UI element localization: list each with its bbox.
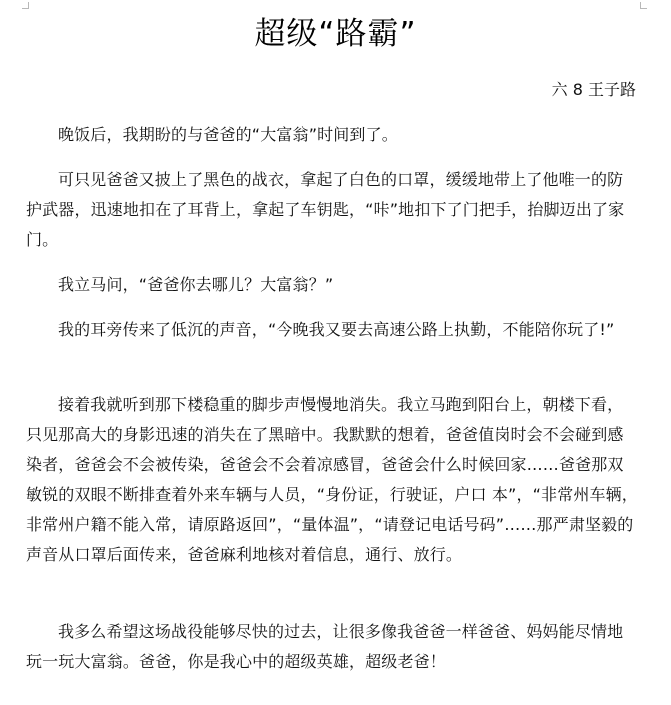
paragraph-5: 接着我就听到那下楼稳重的脚步声慢慢地消失。我立马跑到阳台上，朝楼下看，只见那高大的身影迅速的消失在了黑暗中。我默默的想着，爸爸值岗时会不会碰到感染者，爸爸会不会被传染，爸爸会不会着凉感冒，爸爸会什么时候回家……爸爸那双敏锐的双眼不断排查着外来车辆与人员，“身份证，行驶证，户口 本”，“非常州车辆，非常州户籍不能入常，请原路返回”，“量体温”，“请登记电话号码”……那严肃坚毅的声音从口罩后面传来，爸爸麻利地核对着信息，通行、放行。 [26,395,638,564]
paragraph-3: 我立马问，“爸爸你去哪儿？大富翁？” [58,275,334,294]
paragraph-4: 我的耳旁传来了低沉的声音，“今晚我又要去高速公路上执勤，不能陪你玩了!” [58,320,615,339]
paragraph-6: 我多么希望这场战役能够尽快的过去，让很多像我爸爸一样爸爸、妈妈能尽情地玩一玩大富翁。爸爸，你是我心中的超级英雄，超级老爸！ [26,622,624,671]
page-title: 超级“路霸” [254,16,417,52]
author-line: 六 8 王子路 [551,80,636,99]
paragraph-1: 晚饭后，我期盼的与爸爸的“大富翁”时间到了。 [58,125,398,144]
margin-corner-mark-left [22,2,29,9]
paragraph-2: 可只见爸爸又披上了黑色的战衣，拿起了白色的口罩，缓缓地带上了他唯一的防护武器，迅速地扣在了耳背上，拿起了车钥匙，“咔”地扣下了门把手，抬脚迈出了家门。 [26,170,625,249]
margin-corner-mark-right [640,2,647,9]
